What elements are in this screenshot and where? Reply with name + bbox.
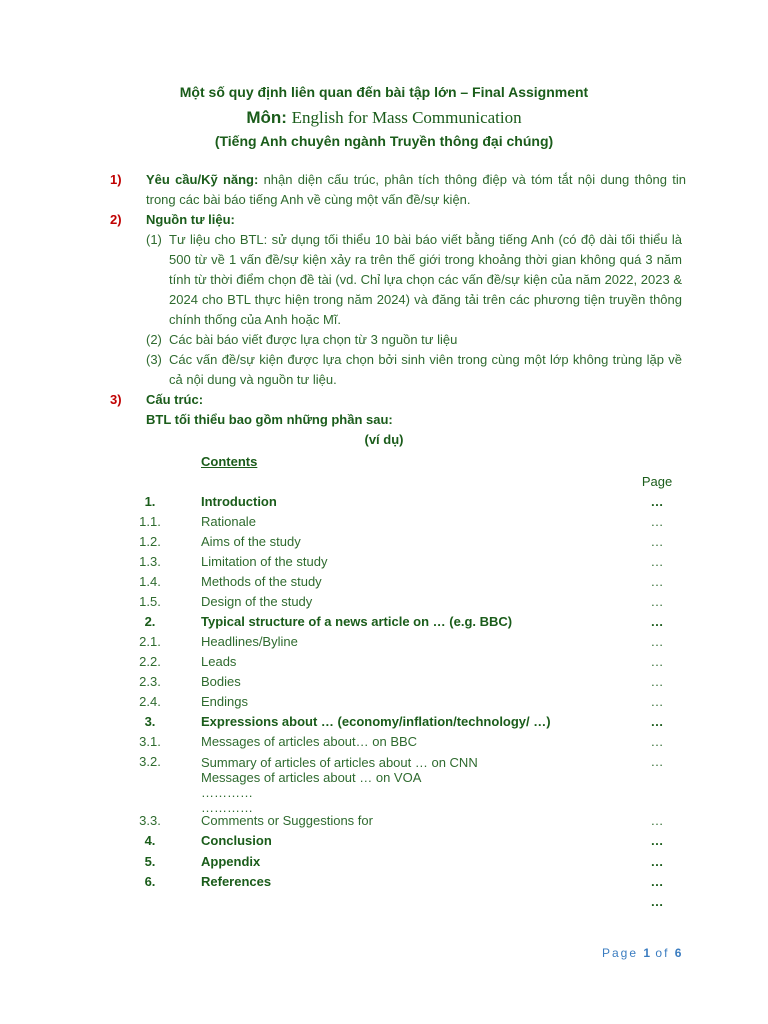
toc-entry-page: … [650,694,664,709]
toc-entry-title: Headlines/Byline [201,634,298,649]
subject-line [0,108,768,128]
toc-entry-line: Summary of articles of articles about … on CNN [201,755,478,770]
footer-total-pages: 6 [674,946,682,960]
subject-label: Môn: [246,108,287,127]
toc-entry-line: ………… [201,800,253,815]
toc-entry-title: Leads [201,654,237,669]
toc-entry-line: ………… [201,785,253,800]
toc-entry-number: 1. [144,494,156,509]
list-item-number: (2) [146,332,162,347]
toc-entry-page: … [650,813,664,828]
toc-entry [0,672,768,692]
toc-entry-number: 2.4. [139,694,161,709]
toc-entry-title-block [201,755,621,815]
footer-current-page: 1 [643,946,651,960]
toc-entry [0,811,768,831]
toc-entry [0,652,768,672]
toc-entry-number: 1.5. [139,594,161,609]
toc-heading: Contents [201,454,258,469]
toc-entry-title: Comments or Suggestions for [201,813,373,828]
toc-entry-title: Messages of articles about… on BBC [201,734,418,749]
toc-entry-page: … [650,714,664,729]
toc-entry-page: … [650,754,664,769]
toc-entry [0,732,768,752]
toc-trailing-page: … [650,894,664,909]
toc-entry-title: Methods of the study [201,574,322,589]
footer-prefix: Page [602,946,639,960]
section-number: 2) [110,212,122,227]
toc-entry [0,692,768,712]
toc-entry [0,872,768,892]
toc-entry-title: References [201,873,272,889]
section-body: nhận diện cấu trúc, phân tích thông điệp và tóm tắt nội dung thông tin trong các bài báo tiếng Anh về cùng một vấn đề/sự kiện. [146,172,686,207]
toc-entry-page: … [650,514,664,529]
toc-entry-number: 1.3. [139,554,161,569]
toc-entry [0,512,768,532]
toc-page-header: Page [641,474,673,489]
toc-entry-page: … [650,833,664,849]
list-item-number: (1) [146,232,162,247]
toc-entry-number: 4. [144,833,156,849]
toc-entry-title: Limitation of the study [201,554,328,569]
subject-value: English for Mass Communication [291,108,522,127]
section-label: Cấu trúc: [146,392,204,407]
toc-entry-number: 3.2. [139,754,161,769]
toc-entry-page: … [650,614,664,629]
toc-entry-number: 5. [144,853,156,869]
toc-entry [0,532,768,552]
toc-entry [0,712,768,732]
example-note: (ví dụ) [364,432,404,447]
toc-entry [0,552,768,572]
toc-entry-line: Messages of articles about … on VOA [201,770,422,785]
list-item-number: (3) [146,352,162,367]
toc-entry-number: 3.1. [139,734,161,749]
toc-entry-page: … [650,873,664,889]
toc-entry-number: 3. [144,714,156,729]
toc-entry-number: 1.1. [139,514,161,529]
section-intro: BTL tối thiểu bao gồm những phần sau: [146,412,393,427]
toc-entry [0,632,768,652]
toc-entry-number: 1.4. [139,574,161,589]
toc-entry-title: Aims of the study [201,534,301,549]
toc-entry [0,612,768,632]
toc-entry-title: Design of the study [201,594,313,609]
document-title: Một số quy định liên quan đến bài tập lớn – Final Assignment [179,84,589,100]
toc-entry-title: Expressions about … (economy/inflation/technology/ …) [201,714,551,729]
toc-entry-title: Endings [201,694,248,709]
toc-entry-title: Appendix [201,853,261,869]
toc-entry-page: … [650,654,664,669]
list-item-text: Các vấn đề/sự kiện được lựa chọn bởi sinh viên trong cùng một lớp không trùng lặp về cả nội dung và nguồn tư liệu. [169,352,682,387]
toc-entry-title: Conclusion [201,833,272,849]
toc-entry [0,492,768,512]
section-number: 1) [110,172,122,187]
toc-entry-title: Bodies [201,674,241,689]
toc-entry-number: 2.1. [139,634,161,649]
toc-entry-page: … [650,554,664,569]
list-item-text: Tư liệu cho BTL: sử dụng tối thiểu 10 bài báo viết bằng tiếng Anh (có độ dài tối thiểu là 500 từ về 1 vấn đề/sự kiện xảy ra trên thế giới trong khoảng thời gian không quá 3 năm tính từ thời điểm chọn đề tài (vd. Chỉ lựa chọn các vấn đề/sự kiện của năm 2022, 2023 & 2024 cho BTL thực hiện trong năm 2024) và đăng tải trên các phương tiện truyền thông chính thống của Anh hoặc Mĩ. [169,232,682,327]
page-footer [602,946,681,960]
toc-entry [0,752,768,816]
toc-entry-page: … [650,594,664,609]
toc-entry-page: … [650,574,664,589]
toc-entry-page: … [650,494,664,509]
footer-separator: of [655,946,670,960]
section-label: Nguồn tư liệu: [146,212,235,227]
toc-entry-number: 6. [144,873,156,889]
toc-entry-number: 2. [144,614,156,629]
toc-entry-title: Rationale [201,514,256,529]
toc-entry [0,852,768,872]
toc-entry [0,572,768,592]
subject-vietnamese-name: (Tiếng Anh chuyên ngành Truyền thông đại chúng) [214,133,554,149]
toc-entry-title: Typical structure of a news article on … (e.g. BBC) [201,614,513,629]
toc-entry-number: 2.3. [139,674,161,689]
toc-entry-page: … [650,674,664,689]
toc-entry-title: Introduction [201,494,277,509]
section-label: Yêu cầu/Kỹ năng: [146,172,259,187]
section-requirements-text [146,170,686,210]
toc-entry [0,831,768,851]
toc-entry-page: … [650,734,664,749]
toc-entry-page: … [650,853,664,869]
toc-entry-page: … [650,634,664,649]
toc-entry-number: 1.2. [139,534,161,549]
toc-entry-number: 3.3. [139,813,161,828]
toc-entry-page: … [650,534,664,549]
list-item-text: Các bài báo viết được lựa chọn từ 3 nguồn tư liệu [169,332,458,347]
section-number: 3) [110,392,122,407]
toc-entry-number: 2.2. [139,654,161,669]
toc-entry [0,592,768,612]
